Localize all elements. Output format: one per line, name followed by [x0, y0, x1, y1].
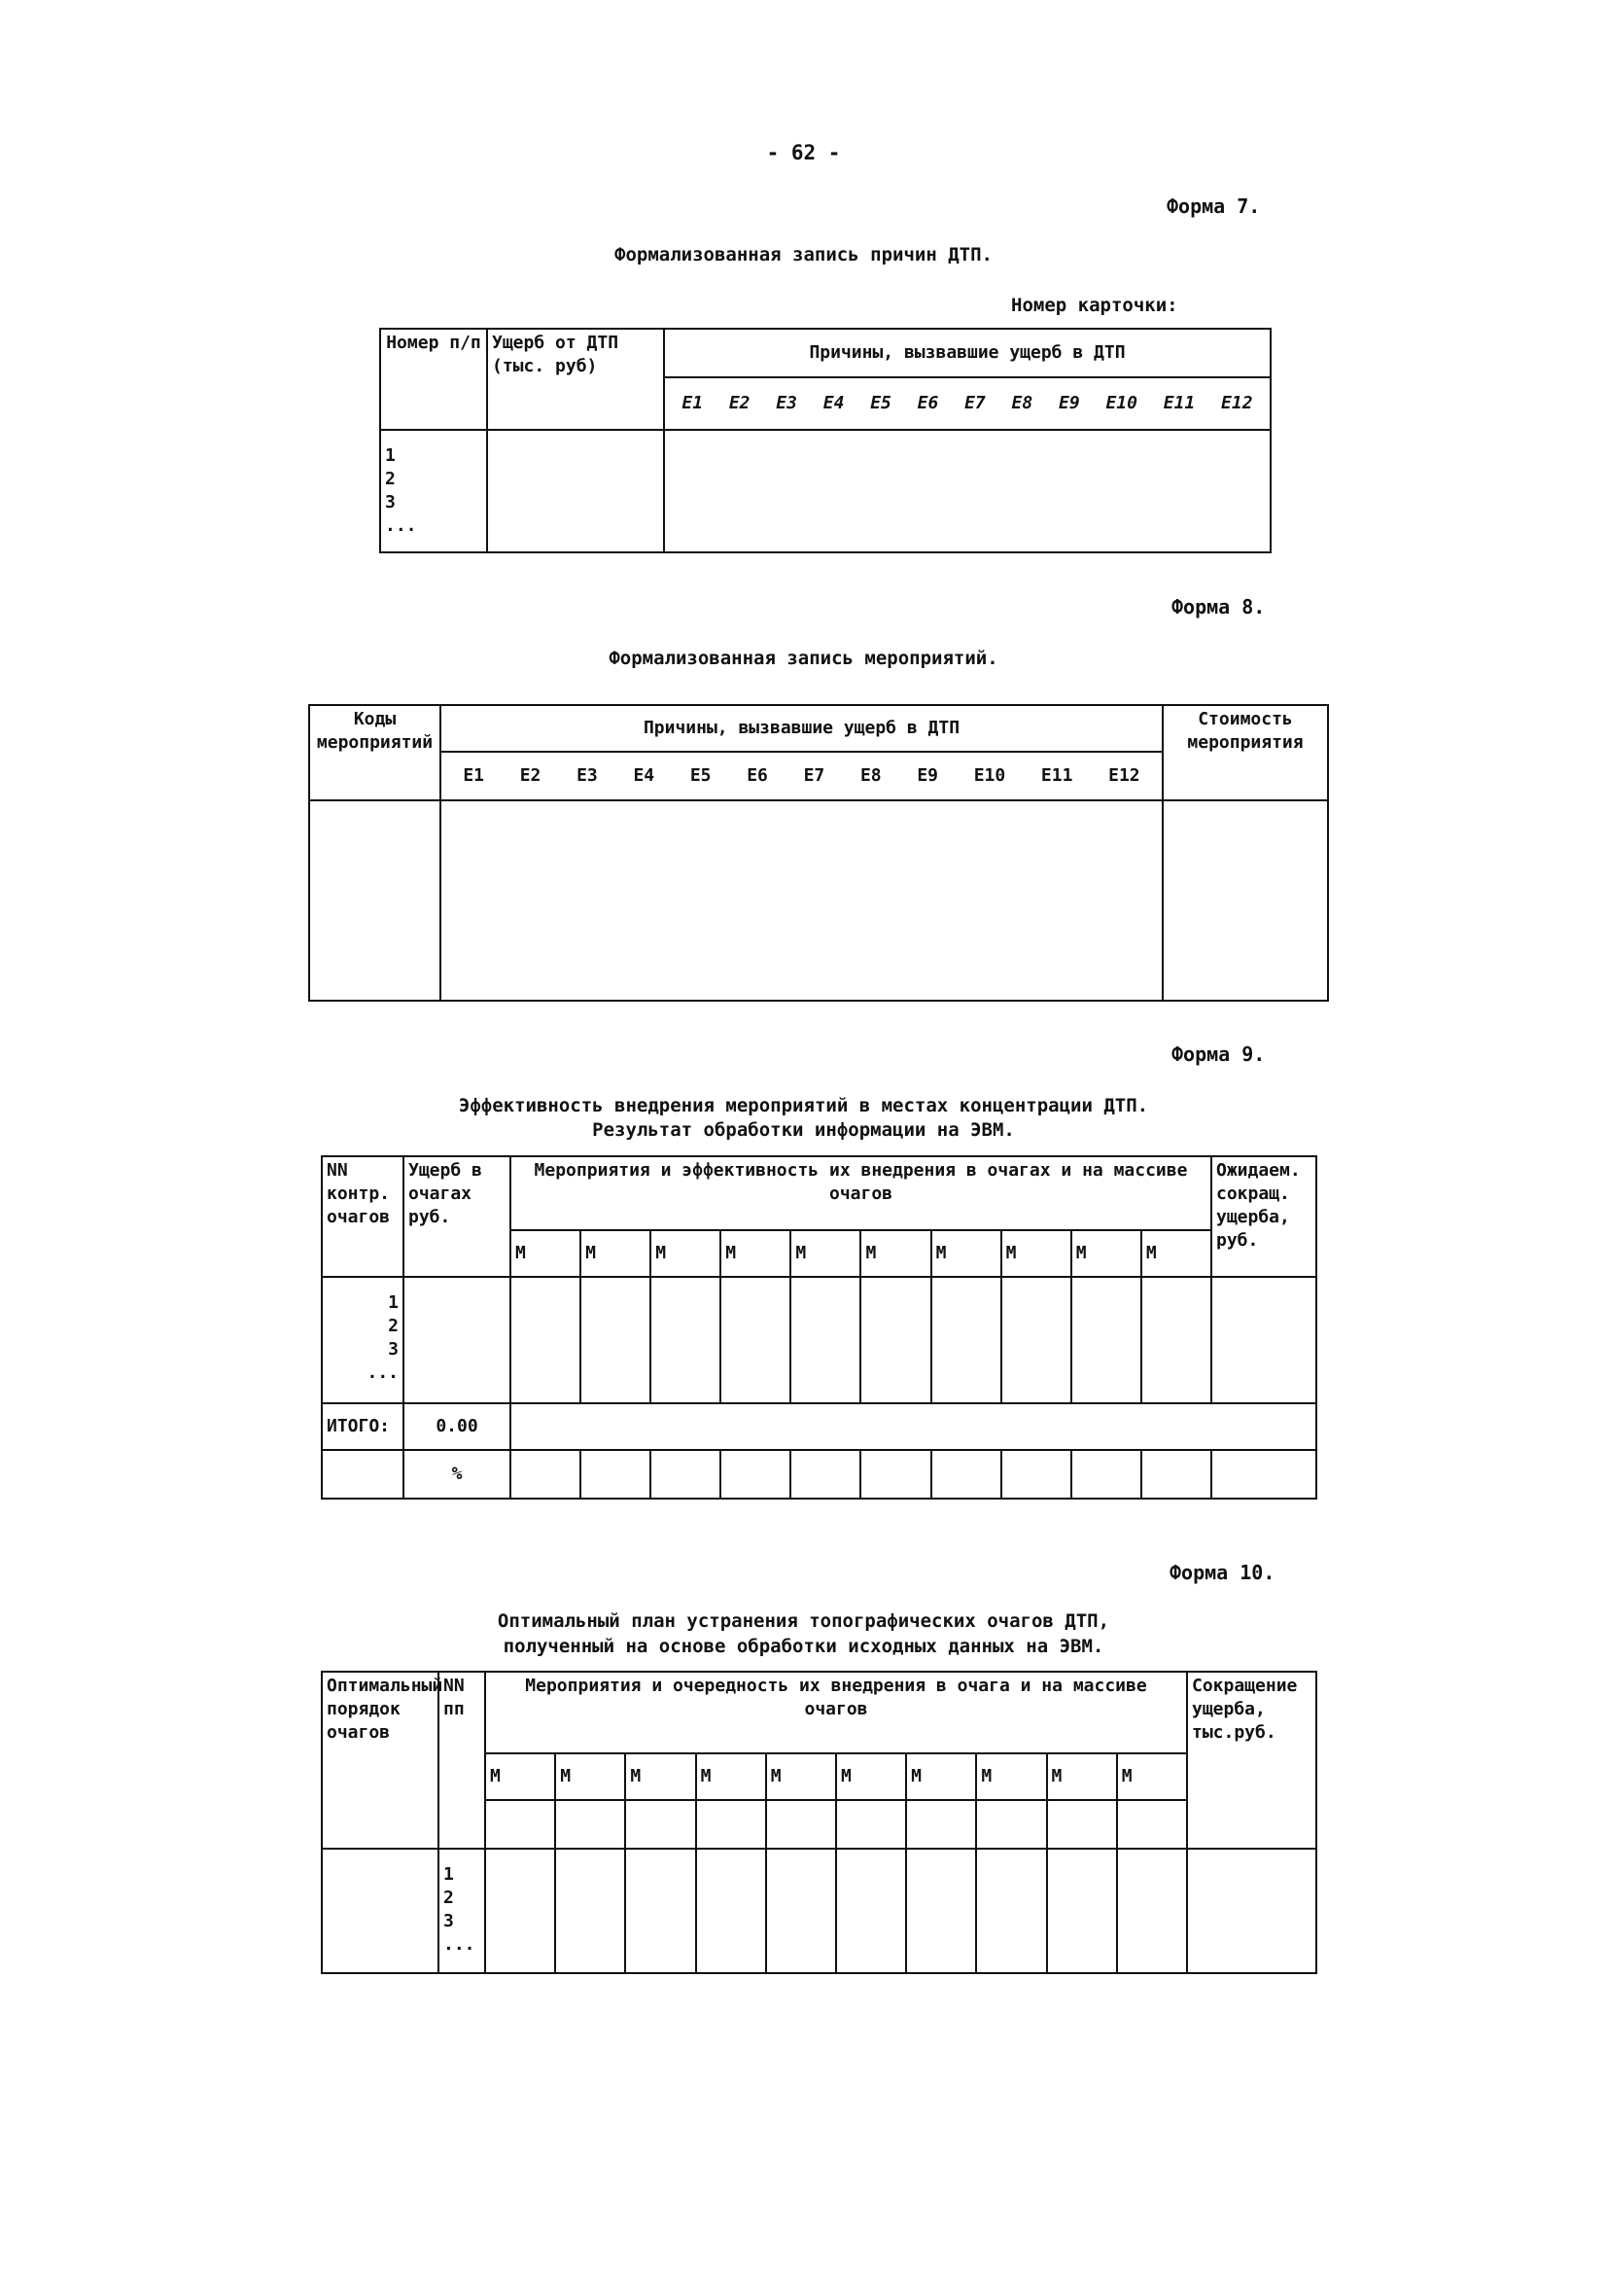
form8-e-code: E1 — [463, 765, 485, 786]
form9-m-code: М — [860, 1230, 930, 1277]
form9-m-code: М — [1001, 1230, 1071, 1277]
form9-cell — [860, 1277, 930, 1403]
form9-table — [321, 1155, 1317, 1500]
form9-title-line1: Эффективность внедрения мероприятий в местах концентрации ДТП. — [458, 1095, 1149, 1116]
row-number: ... — [385, 515, 417, 536]
form9-m-code: М — [720, 1230, 790, 1277]
form8-e-code: E5 — [689, 765, 712, 786]
form7-e-code: E6 — [917, 393, 939, 413]
row-number: 1 — [385, 445, 396, 466]
form9-col-expected: Ожидаем. сокращ. ущерба, руб. — [1211, 1156, 1316, 1277]
form8-e-code: E8 — [859, 765, 882, 786]
form9-percent-cell — [720, 1450, 790, 1499]
form9-cell — [1071, 1277, 1141, 1403]
form7-label: Форма 7. — [1167, 194, 1261, 218]
form9-percent-cell — [650, 1450, 720, 1499]
form10-cell — [696, 1849, 766, 1973]
form9-m-code: М — [650, 1230, 720, 1277]
form9-percent-cell — [1001, 1450, 1071, 1499]
form9-cell — [1141, 1277, 1211, 1403]
form10-table — [321, 1671, 1317, 1974]
form9-cell — [720, 1277, 790, 1403]
form10-label: Форма 10. — [1170, 1561, 1275, 1584]
form9-m-code: М — [931, 1230, 1001, 1277]
form8-label: Форма 8. — [1171, 595, 1266, 618]
form8-e-code: E9 — [917, 765, 939, 786]
row-number: 1 — [443, 1864, 454, 1885]
form10-cell — [625, 1849, 695, 1973]
form7-e-code: E8 — [1011, 393, 1033, 413]
form10-row-numbers — [438, 1849, 485, 1973]
form7-e-code: E5 — [870, 393, 891, 413]
form9-percent-cell — [510, 1450, 580, 1499]
form7-e-code: E11 — [1163, 393, 1196, 413]
form9-m-code: М — [1141, 1230, 1211, 1277]
form9-total-label: ИТОГО: — [322, 1403, 403, 1450]
form9-percent-empty — [322, 1450, 403, 1499]
form10-m-code: М — [485, 1753, 555, 1800]
form9-col-nn: NN контр. очагов — [322, 1156, 403, 1277]
form9-percent-cell — [1211, 1450, 1316, 1499]
form9-percent: % — [403, 1450, 510, 1499]
form10-cell — [555, 1849, 625, 1973]
form8-e-code: E12 — [1108, 765, 1140, 786]
form10-sub-cell — [1117, 1800, 1187, 1849]
form7-causes-cell — [664, 430, 1271, 552]
form10-cell — [1047, 1849, 1117, 1973]
row-number: 3 — [385, 492, 396, 512]
form9-cell — [790, 1277, 860, 1403]
form10-col-measures: Мероприятия и очередность их внедрения в очага и на массиве очагов — [485, 1672, 1187, 1753]
form10-cell — [836, 1849, 906, 1973]
form10-sub-cell — [696, 1800, 766, 1849]
form8-e-code: E3 — [576, 765, 598, 786]
form9-m-code: М — [1071, 1230, 1141, 1277]
form10-reduction-cell — [1187, 1849, 1316, 1973]
form7-damage-cell — [487, 430, 664, 552]
form9-col-measures: Мероприятия и эффективность их внедрения в очагах и на массиве очагов — [510, 1156, 1211, 1230]
form10-sub-cell — [625, 1800, 695, 1849]
row-number: 2 — [443, 1888, 454, 1908]
row-number: 3 — [388, 1339, 399, 1360]
form9-expected-cell — [1211, 1277, 1316, 1403]
form9-m-code: М — [790, 1230, 860, 1277]
form10-m-code: М — [696, 1753, 766, 1800]
form8-e-code: E11 — [1040, 765, 1073, 786]
form8-col-codes: Коды мероприятий — [309, 705, 440, 800]
row-number: ... — [367, 1362, 399, 1383]
row-number: 2 — [388, 1316, 399, 1336]
form9-damage-cell — [403, 1277, 510, 1403]
form10-m-code: М — [1117, 1753, 1187, 1800]
form8-codes-cell — [309, 800, 440, 1001]
form9-percent-cell — [790, 1450, 860, 1499]
form9-title-line2: Результат обработки информации на ЭВМ. — [592, 1119, 1015, 1141]
form7-e-code: E3 — [776, 393, 797, 413]
form9-cell — [1001, 1277, 1071, 1403]
form9-percent-cell — [580, 1450, 650, 1499]
form9-percent-cell — [860, 1450, 930, 1499]
form9-cell — [650, 1277, 720, 1403]
form10-sub-cell — [836, 1800, 906, 1849]
form9-percent-cell — [1141, 1450, 1211, 1499]
form8-e-code: E4 — [633, 765, 655, 786]
form10-sub-cell — [555, 1800, 625, 1849]
form8-cost-cell — [1163, 800, 1328, 1001]
form10-m-code: М — [625, 1753, 695, 1800]
form10-col-order: Оптимальный порядок очагов — [322, 1672, 438, 1849]
form9-percent-cell — [1071, 1450, 1141, 1499]
form7-col-number: Номер п/п — [380, 329, 487, 430]
form9-total-value: 0.00 — [403, 1403, 510, 1450]
form9-col-damage: Ущерб в очагах руб. — [403, 1156, 510, 1277]
form10-sub-cell — [976, 1800, 1046, 1849]
form9-percent-cell — [931, 1450, 1001, 1499]
form8-col-cost: Стоимость мероприятия — [1163, 705, 1328, 800]
form10-m-code: М — [906, 1753, 976, 1800]
row-number: 1 — [388, 1292, 399, 1313]
form10-title-line1: Оптимальный план устранения топографических очагов ДТП, — [497, 1610, 1110, 1632]
form10-cell — [1117, 1849, 1187, 1973]
form10-order-cell — [322, 1849, 438, 1973]
form9-cell — [580, 1277, 650, 1403]
form9-m-code: М — [510, 1230, 580, 1277]
form10-title-line2: полученный на основе обработки исходных данных на ЭВМ. — [503, 1636, 1104, 1657]
form8-causes-cell — [440, 800, 1163, 1001]
form7-e-code: E9 — [1059, 393, 1080, 413]
form10-cell — [766, 1849, 836, 1973]
form10-col-nn: NN пп — [438, 1672, 485, 1849]
form10-m-code: М — [976, 1753, 1046, 1800]
form7-e-codes-row — [664, 377, 1271, 430]
form7-e-code: E2 — [728, 393, 751, 413]
form7-e-code: E7 — [964, 393, 986, 413]
form9-label: Форма 9. — [1171, 1042, 1266, 1066]
row-number: 3 — [443, 1911, 454, 1931]
form7-e-code: E1 — [681, 393, 704, 413]
form10-col-reduction: Сокращение ущерба, тыс.руб. — [1187, 1672, 1316, 1849]
form10-m-code: М — [836, 1753, 906, 1800]
form7-col-damage: Ущерб от ДТП (тыс. руб) — [487, 329, 664, 430]
form10-sub-cell — [1047, 1800, 1117, 1849]
form9-row-numbers — [322, 1277, 403, 1403]
form10-cell — [976, 1849, 1046, 1973]
form7-e-code: E12 — [1221, 393, 1253, 413]
form10-cell — [485, 1849, 555, 1973]
form8-e-code: E6 — [747, 765, 768, 786]
form8-col-causes: Причины, вызвавшие ущерб в ДТП — [440, 705, 1163, 752]
form8-e-codes-row — [440, 752, 1163, 800]
form8-title: Формализованная запись мероприятий. — [609, 648, 998, 669]
row-number: 2 — [385, 469, 396, 489]
form7-e-code: E4 — [822, 393, 845, 413]
form7-title: Формализованная запись причин ДТП. — [614, 244, 993, 265]
form9-total-cell — [510, 1403, 1316, 1450]
form10-sub-cell — [485, 1800, 555, 1849]
row-number: ... — [443, 1934, 475, 1955]
form9-cell — [931, 1277, 1001, 1403]
form10-cell — [906, 1849, 976, 1973]
form7-e-code: E10 — [1105, 393, 1137, 413]
form8-e-code: E10 — [973, 765, 1006, 786]
form9-m-code: М — [580, 1230, 650, 1277]
form9-cell — [510, 1277, 580, 1403]
form10-m-code: М — [766, 1753, 836, 1800]
form8-e-code: E2 — [519, 765, 541, 786]
page-number: - 62 - — [766, 141, 841, 164]
form8-e-code: E7 — [803, 765, 825, 786]
form8-table — [308, 704, 1329, 1002]
form10-m-code: М — [1047, 1753, 1117, 1800]
form7-row-numbers — [380, 430, 487, 552]
form10-sub-cell — [906, 1800, 976, 1849]
form7-table — [379, 328, 1272, 553]
form10-sub-cell — [766, 1800, 836, 1849]
form7-card-number: Номер карточки: — [1011, 295, 1178, 316]
form10-m-code: М — [555, 1753, 625, 1800]
form7-col-causes: Причины, вызвавшие ущерб в ДТП — [664, 329, 1271, 377]
